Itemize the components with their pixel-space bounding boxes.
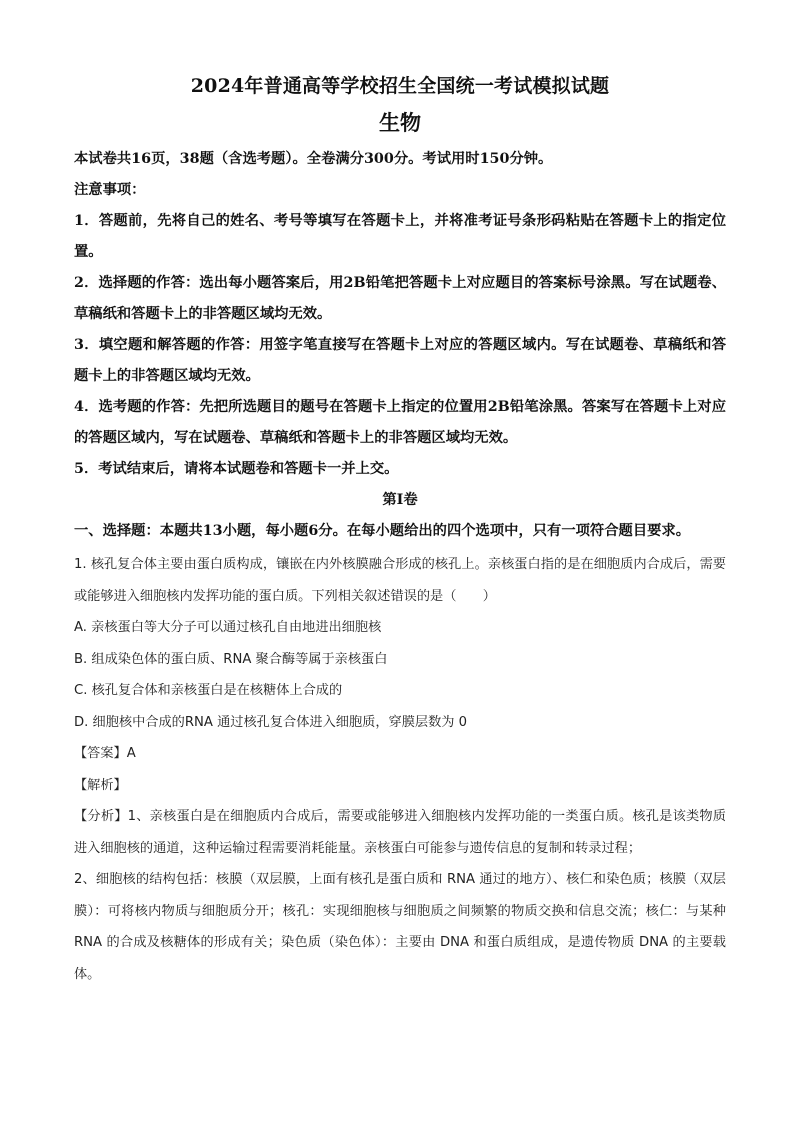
option-d: D. 细胞核中合成的RNA 通过核孔复合体进入细胞质，穿膜层数为 0 bbox=[74, 714, 468, 730]
notice-item-5: 5．考试结束后，请将本试题卷和答题卡一并上交。 bbox=[74, 461, 399, 477]
exam-title: 2024年普通高等学校招生全国统一考试模拟试题 bbox=[190, 75, 610, 97]
option-c: C. 核孔复合体和亲核蛋白是在核糖体上合成的 bbox=[74, 683, 343, 698]
analysis-paragraph-2: 2、细胞核的结构包括：核膜（双层膜，上面有核孔是蛋白质和 RNA 通过的地方）、核仁和染色质；核膜（双层膜）：可将核内物质与细胞质分开；核孔：实现细胞核与细胞质之间频繁的物质交换和信息交流；核仁：与某种 RNA 的合成及核糖体的形成有关；染色质（染色体）：主要由 DNA 和蛋白质组成，是遗传物质 DNA 的主要载体。 bbox=[74, 872, 726, 982]
option-a: A. 亲核蛋白等大分子可以通过核孔自由地进出细胞核 bbox=[74, 620, 382, 635]
volume-heading: 第I卷 bbox=[382, 492, 418, 508]
notice-item-3: 3．填空题和解答题的作答：用签字笔直接写在答题卡上对应的答题区域内。写在试题卷、草稿纸和答题卡上的非答题区域均无效。 bbox=[74, 337, 726, 384]
subject-title: 生物 bbox=[379, 110, 421, 135]
exam-intro: 本试卷共16页，38题（含选考题）。全卷满分300分。考试用时150分钟。 bbox=[74, 151, 553, 167]
notice-item-4: 4．选考题的作答：先把所选题目的题号在答题卡上指定的位置用2B铅笔涂黑。答案写在答题卡上对应的答题区域内，写在试题卷、草稿纸和答题卡上的非答题区域均无效。 bbox=[74, 399, 726, 446]
analysis-paragraph-1: 【分析】1、亲核蛋白是在细胞质内合成后，需要或能够进入细胞核内发挥功能的一类蛋白质。核孔是该类物质进入细胞核的通道，这种运输过程需要消耗能量。亲核蛋白可能参与遗传信息的复制和转录过程； bbox=[74, 809, 726, 856]
notice-item-2: 2．选择题的作答：选出每小题答案后，用2B铅笔把答题卡上对应题目的答案标号涂黑。写在试题卷、草稿纸和答题卡上的非答题区域均无效。 bbox=[74, 275, 726, 322]
option-b: B. 组成染色体的蛋白质、RNA 聚合酶等属于亲核蛋白 bbox=[74, 651, 388, 667]
analysis-label: 【解析】 bbox=[74, 777, 127, 793]
notice-heading: 注意事项： bbox=[74, 182, 146, 198]
answer-line: 【答案】A bbox=[74, 746, 136, 761]
section-heading: 一、选择题：本题共13小题，每小题6分。在每小题给出的四个选项中，只有一项符合题目要求。 bbox=[74, 523, 691, 539]
question-stem: 1. 核孔复合体主要由蛋白质构成，镶嵌在内外核膜融合形成的核孔上。亲核蛋白指的是在细胞质内合成后，需要或能够进入细胞核内发挥功能的蛋白质。下列相关叙述错误的是（ ） bbox=[74, 557, 726, 604]
notice-item-1: 1．答题前，先将自己的姓名、考号等填写在答题卡上，并将准考证号条形码粘贴在答题卡上的指定位置。 bbox=[74, 213, 726, 260]
